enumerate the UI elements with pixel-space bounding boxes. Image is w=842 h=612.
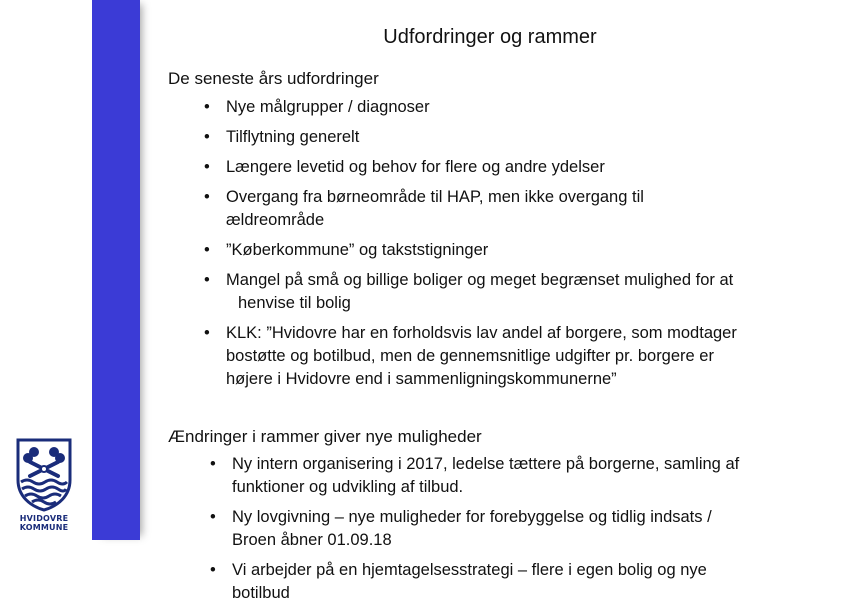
list-item-text: botilbud: [232, 584, 290, 602]
list-item: [232, 453, 822, 499]
list-item: [232, 506, 822, 552]
list-item-text: højere i Hvidovre end i sammenligningskommunerne”: [226, 370, 617, 388]
list-item-text: • Ny intern organisering i 2017, ledelse tættere på borgerne, samling af: [232, 455, 740, 473]
logo-text: [12, 514, 76, 532]
section-heading-opportunities: Ændringer i rammer giver nye muligheder: [168, 427, 482, 446]
list-item: [226, 126, 826, 149]
list-item: [226, 156, 826, 179]
list-item-text: Nye målgrupper / diagnoser: [226, 98, 430, 116]
list-item-text: • KLK: ”Hvidovre har en forholdsvis lav andel af borgere, som modtager: [226, 324, 737, 342]
list-item-text: ”Køberkommune” og takststigninger: [226, 241, 489, 259]
list-item: [232, 559, 822, 605]
logo-line-2: KOMMUNE: [19, 523, 69, 532]
list-item: [226, 322, 826, 391]
list-item: [226, 239, 826, 262]
list-item-text: ældreområde: [226, 211, 325, 229]
list-item-text: • Mangel på små og billige boliger og meget begrænset mulighed for at: [226, 271, 734, 289]
accent-bar: [92, 0, 140, 540]
list-item-text: funktioner og udvikling af tilbud.: [232, 478, 464, 496]
list-item: [226, 269, 826, 315]
list-item-text: Længere levetid og behov for flere og andre ydelser: [226, 158, 605, 176]
list-item-text: • Vi arbejder på en hjemtagelsesstrategi – flere i egen bolig og nye: [232, 561, 707, 579]
list-item-text: Broen åbner 01.09.18: [232, 531, 392, 549]
municipality-logo: [12, 436, 76, 536]
list-item-text: bostøtte og botilbud, men de gennemsnitlige udgifter pr. borgere er: [226, 347, 714, 365]
list-item-text: henvise til bolig: [238, 294, 351, 312]
list-item-text: • Overgang fra børneområde til HAP, men ikke overgang til: [226, 188, 644, 206]
list-item-text: • Ny lovgivning – nye muligheder for forebyggelse og tidlig indsats /: [232, 508, 712, 526]
challenges-list: [226, 96, 826, 398]
opportunities-list: [232, 453, 822, 612]
section-heading-challenges: De seneste års udfordringer: [168, 69, 379, 88]
list-item: [226, 96, 826, 119]
logo-line-1: HVIDOVRE: [19, 514, 69, 523]
list-item-text: Tilflytning generelt: [226, 128, 360, 146]
list-item: [226, 186, 826, 232]
coat-of-arms-icon: [12, 436, 76, 512]
page-title: Udfordringer og rammer: [383, 26, 597, 48]
